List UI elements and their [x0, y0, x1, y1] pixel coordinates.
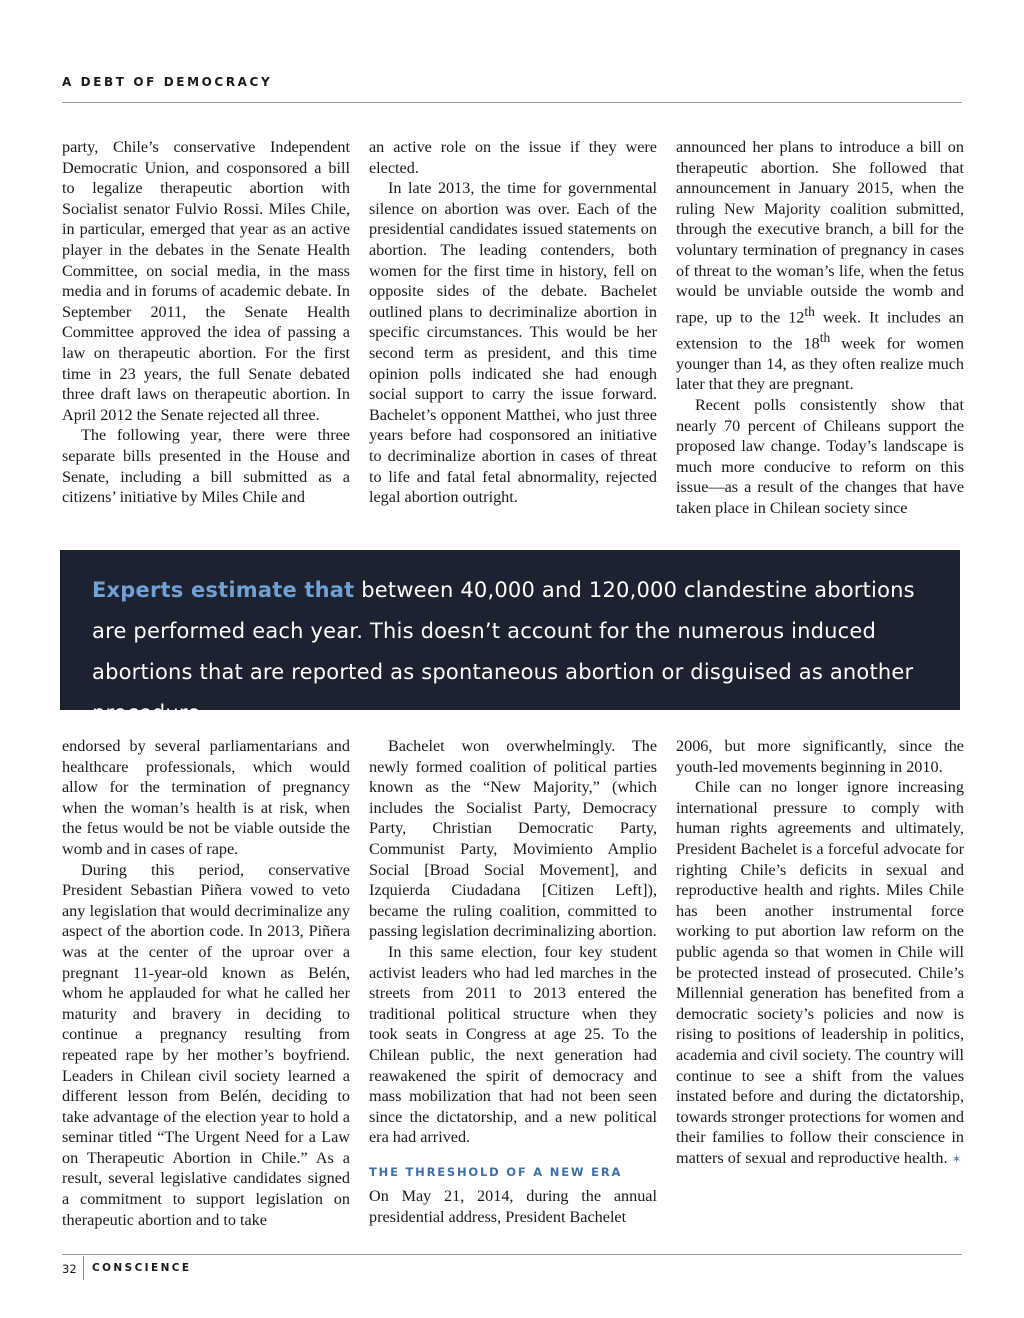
top-column-3 [676, 137, 964, 518]
paragraph: announced her plans to introduce a bill on therapeutic abortion. She followed that announcement in January 2015, when the ruling New Majority coalition submitted, through the executive branch, a bill for the voluntary termination of pregnancy in cases of threat to the woman’s life, when the fetus would be unviable outside the womb and rape, up to the 12th week. It includes an extension to the 18th week for women younger than 14, as they often realize much later that they are pregnant. [676, 138, 965, 394]
pull-quote-text: between 40,000 and 120,000 clandestine abortions are performed each year. This doesn’t account for the numerous induced abortions that are reported as spontaneous abortion or disguised as another procedure. [92, 578, 915, 725]
bottom-column-3 [676, 736, 964, 1169]
pull-quote-lead: Experts estimate that [92, 578, 355, 602]
paragraph: party, Chile’s conservative Independent Democratic Union, and cosponsored a bill to legalize therapeutic abortion with Socialist senator Fulvio Rossi. Miles Chile, in particular, emerged that year as an active player in the debates in the Senate Health Committee, on social media, in the mass media and in forums of academic debate. In September 2011, the Senate Health Committee approved the idea of passing a law on therapeutic abortion. For the first time in 23 years, the full Senate debated three draft laws on therapeutic abortion. In April 2012 the Senate rejected all three. [62, 138, 350, 424]
footer-rule [62, 1254, 962, 1255]
magazine-name: CONSCIENCE [92, 1262, 192, 1274]
pull-quote [60, 550, 960, 725]
top-column-2 [369, 137, 657, 508]
end-mark-icon: ✶ [951, 1151, 962, 1166]
paragraph: In late 2013, the time for governmental silence on abortion was over. Each of the presidential candidates issued statements on abortion. The leading contenders, both women for the first time in history, fell on opposite sides of the debate. Bachelet outlined plans to decriminalize abortion in specific circumstances. This would be her second term as president, and this time opinion polls indicated she had enough social support to carry the issue forward. Bachelet’s opponent Matthei, who just three years before had cosponsored an initiative to decriminalize abortion in cases of threat to life and fatal fetal abnormality, rejected legal abortion outright. [369, 179, 657, 507]
footer-divider [83, 1256, 84, 1280]
paragraph: In this same election, four key student activist leaders who had led marches in the streets from 2011 to 2013 entered the traditional political structure when they took seats in Congress at age 25. To the Chilean public, the next generation had reawakened the spirit of democracy and mass mobilization that had not been seen since the dictatorship, and a new political era had arrived. [369, 942, 657, 1147]
bottom-column-2 [369, 736, 657, 1228]
running-header: A DEBT OF DEMOCRACY [62, 75, 273, 89]
bottom-column-1 [62, 736, 350, 1230]
paragraph: Chile can no longer ignore increasing international pressure to comply with human rights agreements and ultimately, President Bachelet is a forceful advocate for righting Chile’s deficits in sexual and reproductive health and rights. Miles Chile has been another instrumental force working to put abortion law reform on the public agenda so that women in Chile will be protected instead of prosecuted. Chile’s Millennial generation has benefited from a democratic society’s policies and now is rising to positions of leadership in politics, academia and civil society. The country will continue to see a shift from the values instated before and during the dictatorship, towards stronger protections for women and their families to follow their conscience in matters of sexual and reproductive health. ✶ [676, 778, 964, 1167]
header-rule [62, 102, 962, 103]
paragraph: On May 21, 2014, during the annual presidential address, President Bachelet [369, 1187, 657, 1227]
paragraph: During this period, conservative President Sebastian Piñera vowed to veto any legislation that would decriminalize any aspect of the abortion code. In 2013, Piñera was at the center of the uproar over a pregnant 11-year-old known as Belén, whom he applauded for what he called her maturity and bravery in deciding to continue a pregnancy resulting from repeated rape by her mother’s boyfriend. Leaders in Chilean civil society learned a different lesson from Belén, deciding to take advantage of the election year to hold a seminar titled “The Urgent Need for a Law on Therapeutic Abortion in Chile.” As a result, several legislative candidates signed a commitment to support legislation on therapeutic abortion and to take [62, 860, 350, 1229]
paragraph: Bachelet won overwhelmingly. The newly formed coalition of political parties known as the “New Majority,” (which includes the Socialist Party, Democracy Party, Christian Democratic Party, Communist Party, Movimiento Amplio Social [Broad Social Movement], and Izquierda Ciudadana [Citizen Left]), became the ruling coalition, committed to passing legislation decriminalizing abortion. [369, 737, 657, 941]
paragraph: an active role on the issue if they were elected. [369, 138, 657, 177]
paragraph: 2006, but more significantly, since the youth-led movements beginning in 2010. [676, 737, 964, 776]
paragraph: endorsed by several parliamentarians and healthcare professionals, which would allow for the termination of pregnancy when the woman’s health is at risk, when the fetus would be not be viable outside the womb and in cases of rape. [62, 737, 350, 858]
paragraph: Recent polls consistently show that nearly 70 percent of Chileans support the proposed law change. Today’s landscape is much more conducive to reform on this issue—as a result of the changes that have taken place in Chilean society since [676, 395, 964, 517]
section-heading: THE THRESHOLD OF A NEW ERA [369, 1164, 623, 1179]
page-number: 32 [62, 1262, 77, 1276]
paragraph: The following year, there were three separate bills presented in the House and Senate, including a bill submitted as a citizens’ initiative by Miles Chile and [62, 426, 350, 507]
top-column-1 [62, 137, 350, 508]
